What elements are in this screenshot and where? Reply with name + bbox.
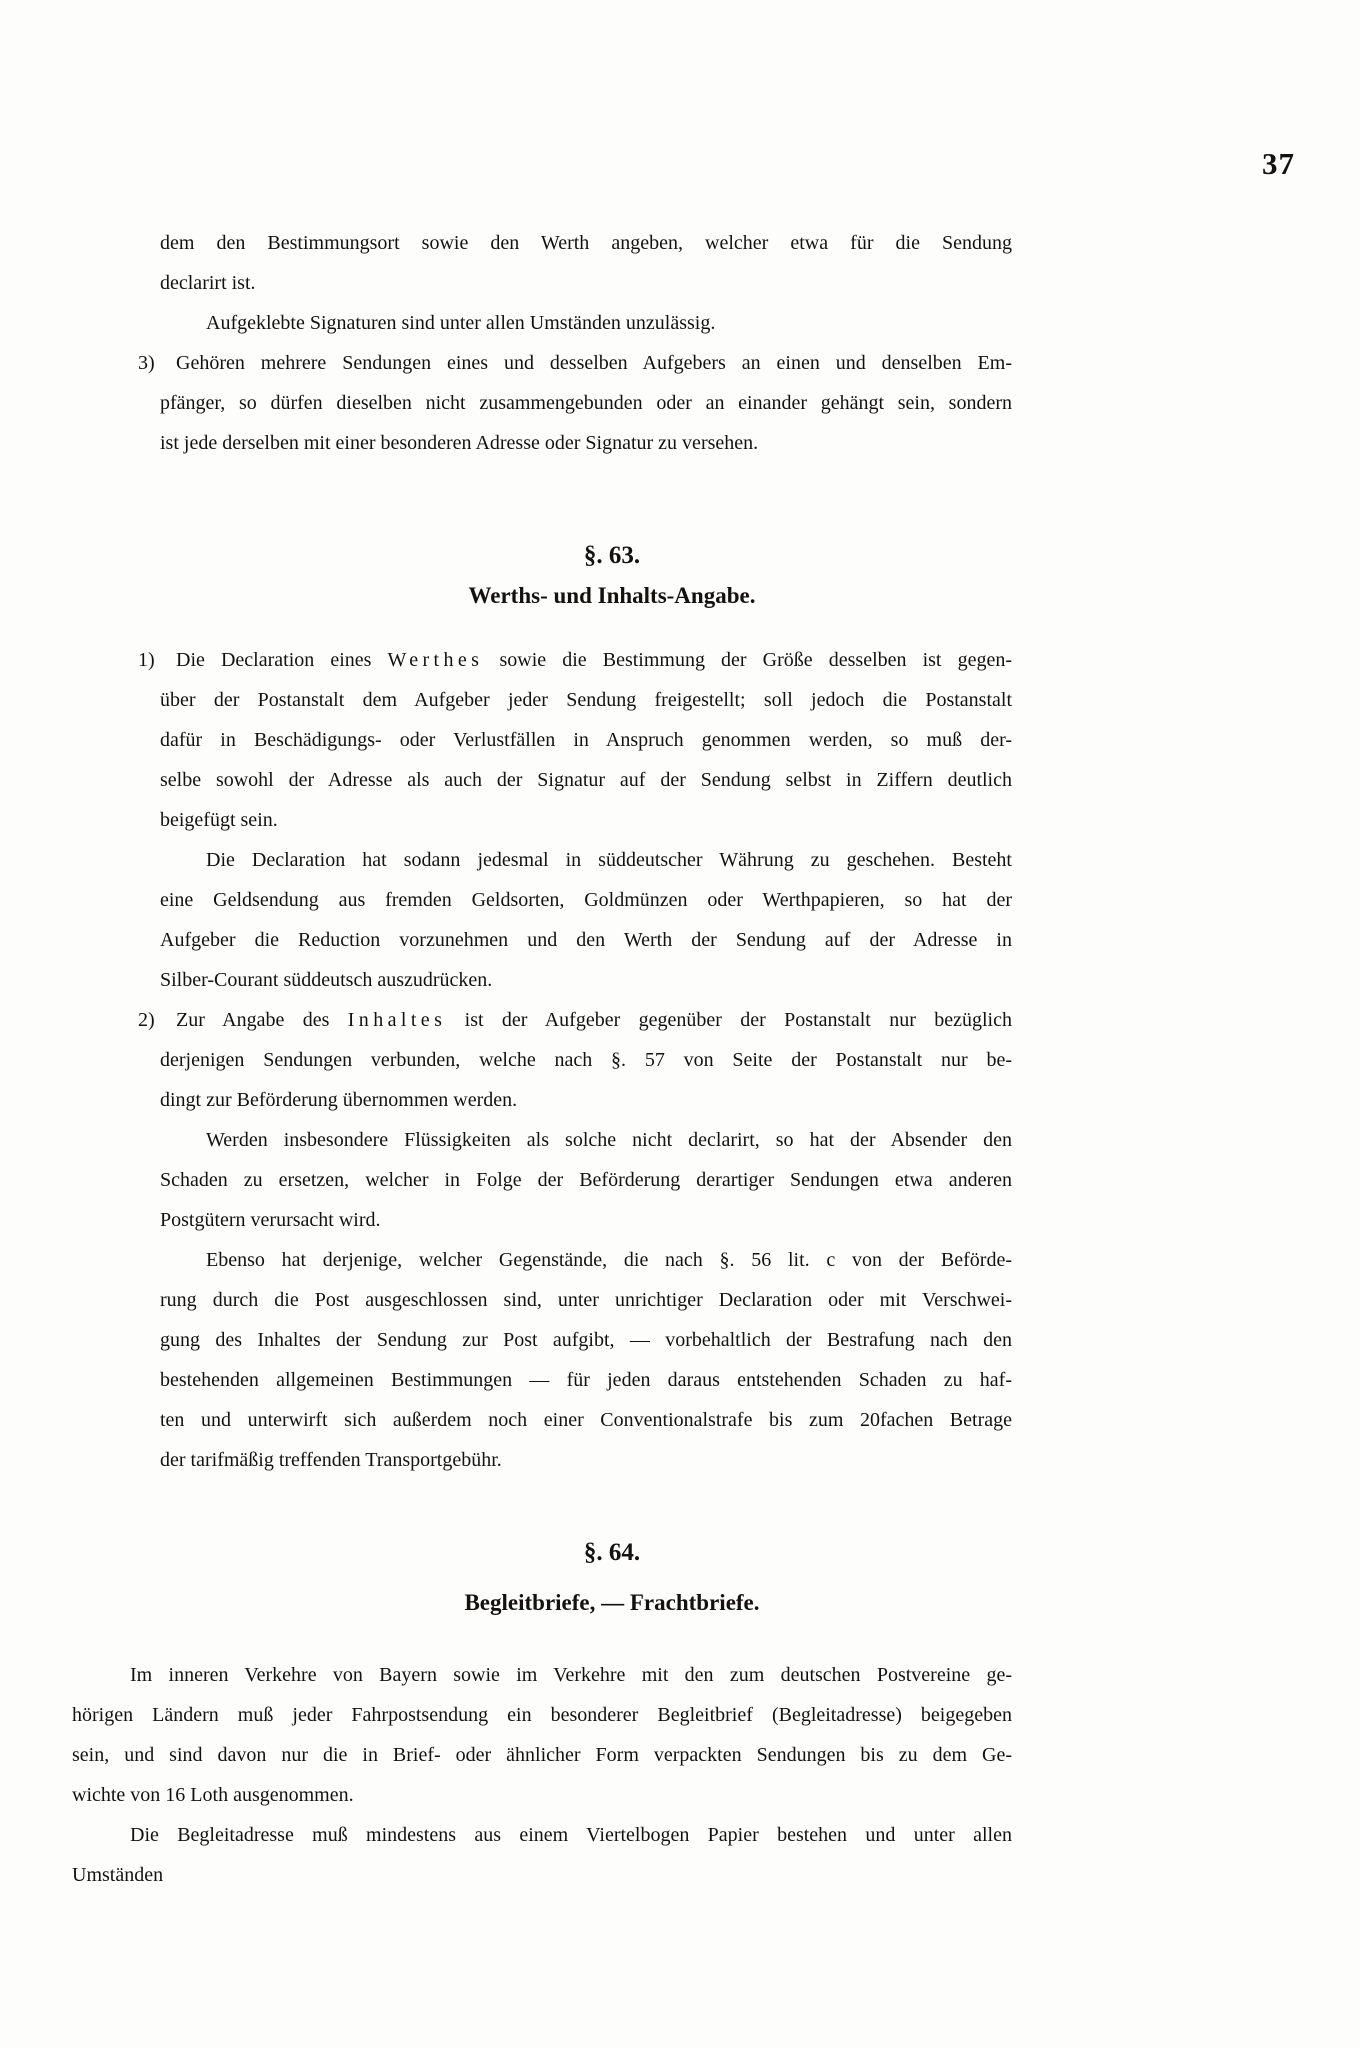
continued-list-item-block <box>138 223 1012 463</box>
text-line <box>138 640 1012 680</box>
section-title-heading: Werths- und Inhalts-Angabe. <box>468 583 756 608</box>
text-line: dafür in Beschädigungs- oder Verlustfällen in Anspruch genommen werden, so muß der- <box>160 729 1012 751</box>
list-item-number: 2) <box>138 1009 155 1031</box>
text-line: Die Begleitadresse muß mindestens aus einem Viertelbogen Papier bestehen und unter allen <box>130 1824 1012 1846</box>
list-item-number: 1) <box>138 649 155 671</box>
text-line <box>138 1000 1012 1040</box>
text-line: declarirt ist. <box>160 272 256 294</box>
text-line: Schaden zu ersetzen, welcher in Folge der Beförderung derartiger Sendungen etwa anderen <box>160 1169 1012 1191</box>
text-line: Aufgeber die Reduction vorzunehmen und den Werth der Sendung auf der Adresse in <box>160 929 1012 951</box>
text-segment: Zur Angabe des <box>176 1009 348 1031</box>
section-63-body-block <box>138 640 1012 1480</box>
text-line: beigefügt sein. <box>160 809 278 831</box>
page-number: 37 <box>1262 146 1295 181</box>
text-line: bestehenden allgemeinen Bestimmungen — für jeden daraus entstehenden Schaden zu haf- <box>160 1369 1012 1391</box>
text-line: pfänger, so dürfen dieselben nicht zusammengebunden oder an einander gehängt sein, sondern <box>160 392 1012 414</box>
text-line: Umständen <box>72 1864 164 1886</box>
section-number-heading: §. 63. <box>583 542 641 569</box>
list-item-number: 3) <box>138 352 155 374</box>
text-line: selbe sowohl der Adresse als auch der Signatur auf der Sendung selbst in Ziffern deutlich <box>160 769 1012 791</box>
text-line: eine Geldsendung aus fremden Geldsorten, Goldmünzen oder Werthpapieren, so hat der <box>160 889 1012 911</box>
text-line: Postgütern verursacht wird. <box>160 1209 381 1231</box>
text-line: der tarifmäßig treffenden Transportgebühr. <box>160 1449 502 1471</box>
page-body <box>72 223 1012 1895</box>
text-line: Werden insbesondere Flüssigkeiten als solche nicht declarirt, so hat der Absender den <box>206 1129 1012 1151</box>
section-title-heading: Begleitbriefe, — Frachtbriefe. <box>464 1590 760 1615</box>
text-line: über der Postanstalt dem Aufgeber jeder Sendung freigestellt; soll jedoch die Postanstalt <box>160 689 1012 711</box>
text-line: Silber-Courant süddeutsch auszudrücken. <box>160 969 493 991</box>
text-line: 3) Gehören mehrere Sendungen eines und desselben Aufgebers an einen und denselben Em- <box>160 343 1012 383</box>
text-line: derjenigen Sendungen verbunden, welche nach §. 57 von Seite der Postanstalt nur be- <box>160 1049 1012 1071</box>
text-line: Im inneren Verkehre von Bayern sowie im Verkehre mit den zum deutschen Postvereine ge- <box>130 1664 1012 1686</box>
text-line: ten und unterwirft sich außerdem noch einer Conventionalstrafe bis zum 20fachen Betrage <box>160 1409 1012 1431</box>
text-line: hörigen Ländern muß jeder Fahrpostsendung ein besonderer Begleitbrief (Begleitadresse) beigegeben <box>72 1704 1012 1726</box>
text-line: gung des Inhaltes der Sendung zur Post aufgibt, — vorbehaltlich der Bestrafung nach den <box>160 1329 1012 1351</box>
text-segment: ist der Aufgeber gegenüber der Postanstalt nur bezüglich <box>446 1009 1012 1031</box>
text-segment: sowie die Bestimmung der Größe desselben ist gegen- <box>483 649 1012 671</box>
text-line: Die Declaration hat sodann jedesmal in süddeutscher Währung zu geschehen. Besteht <box>206 849 1012 871</box>
section-64-body-block <box>72 1655 1012 1895</box>
text-line: dingt zur Beförderung übernommen werden. <box>160 1089 518 1111</box>
text-line: sein, und sind davon nur die in Brief- oder ähnlicher Form verpackten Sendungen bis zu dem Ge- <box>72 1744 1012 1766</box>
section-number-heading: §. 64. <box>583 1539 641 1566</box>
text-segment: Die Declaration eines <box>176 649 388 671</box>
letterspaced-word: Werthes <box>387 649 484 671</box>
text-line: Aufgeklebte Signaturen sind unter allen Umständen unzulässig. <box>206 312 716 334</box>
text-line: rung durch die Post ausgeschlossen sind, unter unrichtiger Declaration oder mit Verschwei- <box>160 1289 1012 1311</box>
text-line: Ebenso hat derjenige, welcher Gegenstände, die nach §. 56 lit. c von der Beförde- <box>206 1249 1012 1271</box>
letterspaced-word: Inhaltes <box>347 1009 447 1031</box>
text-line: wichte von 16 Loth ausgenommen. <box>72 1784 354 1806</box>
text-line: dem den Bestimmungsort sowie den Werth angeben, welcher etwa für die Sendung <box>160 232 1012 254</box>
text-line: ist jede derselben mit einer besonderen Adresse oder Signatur zu versehen. <box>160 432 759 454</box>
